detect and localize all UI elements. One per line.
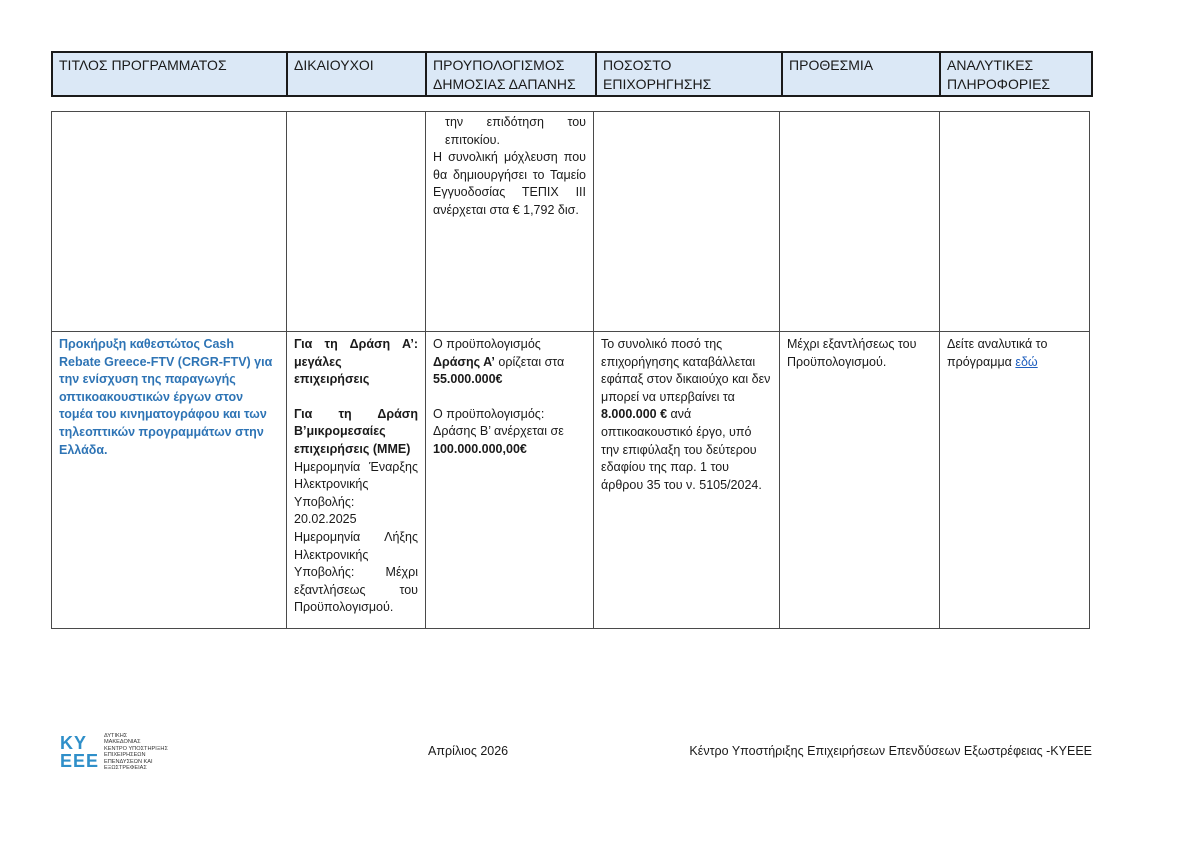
details-text: Δείτε αναλυτικά το πρόγραμμα εδώ — [947, 337, 1048, 369]
row2-title-cell — [52, 332, 287, 629]
footer-date: Απρίλιος 2026 — [428, 744, 509, 758]
header-table — [51, 51, 1093, 97]
row2-details-cell — [940, 332, 1090, 629]
details-link[interactable]: εδώ — [1015, 354, 1038, 369]
header-deadline: ΠΡΟΘΕΣΜΙΑ — [782, 52, 940, 96]
submission-start-date: Ημερομηνία Έναρξης Ηλεκτρονικής Υποβολής: 20.02.2025 — [294, 459, 418, 527]
header-budget: ΠΡΟΥΠΟΛΟΓΙΣΜΟΣ ΔΗΜΟΣΙΑΣ ΔΑΠΑΝΗΣ — [426, 52, 596, 96]
header-details: ΑΝΑΛΥΤΙΚΕΣ ΠΛΗΡΟΦΟΡΙΕΣ — [940, 52, 1092, 96]
logo-letters-icon — [60, 733, 104, 769]
logo-mark — [60, 733, 104, 773]
row1-budget-cell — [426, 112, 594, 332]
budget-action-b: Ο προϋπολογισμός: Δράσης Β’ ανέρχεται σε 100.000.000,00€ — [433, 406, 564, 456]
budget-action-a: Ο προϋπολογισμός Δράσης Α’ ορίζεται στα 55.000.000€ — [433, 337, 565, 387]
grant-description: Το συνολικό ποσό της επιχορήγησης καταβάλλεται εφάπαξ στον δικαιούχο και δεν μπορεί να υπερβαίνει τα 8.000.000 € ανά οπτικοακουστικό έργο, υπό την επιφύλαξη του δεύτερου εδαφίου της παρ. 1 του άρθρου 35 του ν. 5105/2024. — [601, 337, 771, 492]
table-row — [52, 332, 1090, 629]
row2-grant-cell — [594, 332, 780, 629]
header-beneficiaries: ΔΙΚΑΙΟΥΧΟΙ — [287, 52, 426, 96]
table-row — [52, 112, 1090, 332]
row1-details-cell — [940, 112, 1090, 332]
program-title: Προκήρυξη καθεστώτος Cash Rebate Greece-FTV (CRGR-FTV) για την ενίσχυση της παραγωγής οπτικοακουστικών έργων στον τομέα του κινηματογράφου και των τηλεοπτικών προγραμμάτων στην Ελλάδα. — [59, 337, 273, 457]
kyeee-logo — [60, 733, 180, 773]
row1-budget-cont: την επιδότηση του επιτοκίου. — [445, 115, 586, 147]
row1-grant-cell — [594, 112, 780, 332]
submission-end-date: Ημερομηνία Λήξης Ηλεκτρονικής Υποβολής: Μέχρι εξαντλήσεως του Προϋπολογισμού. — [294, 529, 418, 615]
svg-text:ΚΥ: ΚΥ — [60, 733, 88, 753]
row2-budget-cell — [426, 332, 594, 629]
row1-deadline-cell — [780, 112, 940, 332]
logo-caption: ΔΥΤΙΚΗΣ ΜΑΚΕΔΟΝΙΑΣ ΚΕΝΤΡΟ ΥΠΟΣΤΗΡΙΞΗΣ ΕΠΙΧΕΙΡΗΣΕΩΝ ΕΠΕΝΔΥΣΕΩΝ ΚΑΙ ΕΞΩΣΤΡΕΦΕΙΑΣ — [104, 733, 168, 772]
header-grant-rate: ΠΟΣΟΣΤΟ ΕΠΙΧΟΡΗΓΗΣΗΣ — [596, 52, 782, 96]
programs-table — [51, 111, 1090, 629]
row2-deadline-cell — [780, 332, 940, 629]
row1-beneficiaries-cell — [287, 112, 426, 332]
beneficiaries-action-b: Για τη Δράση Β’μικρομεσαίες επιχειρήσεις (ΜΜΕ) — [294, 406, 418, 456]
row1-budget-leverage: Η συνολική μόχλευση που θα δημιουργήσει το Ταμείο Εγγυοδοσίας ΤΕΠΙΧ ΙΙΙ ανέρχεται στα € 1,792 δισ. — [433, 150, 586, 217]
svg-text:ΕΕΕ: ΕΕΕ — [60, 751, 100, 769]
header-title-program: ΤΙΤΛΟΣ ΠΡΟΓΡΑΜΜΑΤΟΣ — [52, 52, 287, 96]
row1-title-cell — [52, 112, 287, 332]
deadline-text: Μέχρι εξαντλήσεως του Προϋπολογισμού. — [787, 337, 917, 369]
row2-beneficiaries-cell — [287, 332, 426, 629]
beneficiaries-action-a: Για τη Δράση Α’: μεγάλες επιχειρήσεις — [294, 337, 418, 387]
footer-organization: Κέντρο Υποστήριξης Επιχειρήσεων Επενδύσεων Εξωστρέφειας -ΚΥΕΕΕ — [689, 744, 1092, 758]
